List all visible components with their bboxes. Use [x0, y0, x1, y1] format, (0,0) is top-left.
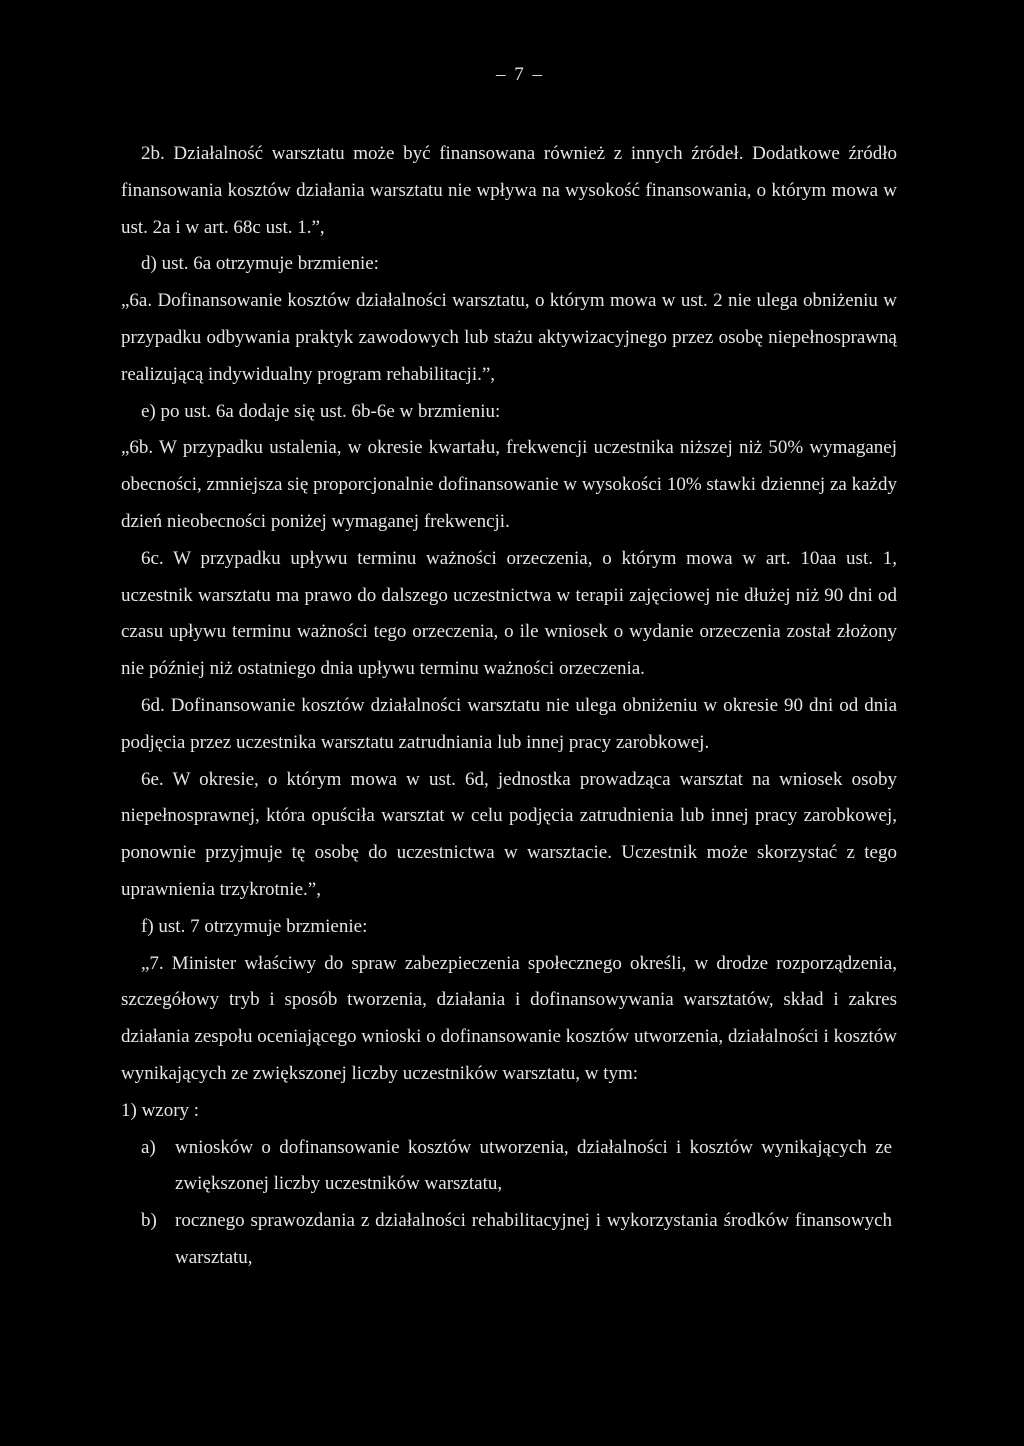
sublist-item-a — [121, 1130, 897, 1204]
sublist-marker: a) — [141, 1136, 156, 1158]
sublist-marker: b) — [141, 1210, 157, 1232]
amendment-d-intro: d) ust. 6a otrzymuje brzmienie: — [141, 253, 379, 275]
paragraph-6c: 6c. W przypadku upływu terminu ważności orzeczenia, o którym mowa w art. 10aa ust. 1, uczestnik warsztatu ma prawo do dalszego uczestnictwa w terapii zajęciowej nie dłużej niż 90 dni od czasu upływu terminu ważności tego orzeczenia, o ile wniosek o wydanie orzeczenia został złożony nie później niż ostatniego dnia upływu terminu ważności orzeczenia. — [121, 547, 897, 680]
document-body — [121, 136, 897, 1277]
paragraph-6e: 6e. W okresie, o którym mowa w ust. 6d, jednostka prowadząca warsztat na wniosek osoby niepełnosprawnej, która opuściła warsztat w celu podjęcia zatrudnienia lub innej pracy zarobkowej, ponownie przyjmuje tę osobę do uczestnictwa w warsztacie. Uczestnik może skorzystać z tego uprawnienia trzykrotnie.”, — [121, 768, 897, 900]
paragraph-6d: 6d. Dofinansowanie kosztów działalności warsztatu nie ulega obniżeniu w okresie 90 dni od dnia podjęcia przez uczestnika warsztatu zatrudniania lub innej pracy zarobkowej. — [121, 694, 897, 753]
paragraph-6a: „6a. Dofinansowanie kosztów działalności warsztatu, o którym mowa w ust. 2 nie ulega obniżeniu w przypadku odbywania praktyk zawodowych lub stażu aktywizacyjnego przez osobę niepełnosprawną realizującą indywidualny program rehabilitacji.”, — [121, 290, 897, 385]
page-number: – 7 – — [496, 64, 544, 85]
sublist-text: wniosków o dofinansowanie kosztów utworzenia, działalności i kosztów wynikających ze zwiększonej liczby uczestników warsztatu, — [175, 1136, 892, 1195]
sublist-text: rocznego sprawozdania z działalności rehabilitacyjnej i wykorzystania środków finansowych warsztatu, — [175, 1210, 892, 1268]
paragraph-7: „7. Minister właściwy do spraw zabezpieczenia społecznego określi, w drodze rozporządzenia, szczegółowy tryb i sposób tworzenia, działania i dofinansowywania warsztatów, skład i zakres działania zespołu oceniającego wnioski o dofinansowanie kosztów utworzenia, działalności i kosztów wynikających ze zwiększonej liczby uczestników warsztatu, w tym: — [121, 952, 897, 1084]
amendment-e-intro: e) po ust. 6a dodaje się ust. 6b-6e w brzmieniu: — [141, 400, 501, 422]
paragraph-6b: „6b. W przypadku ustalenia, w okresie kwartału, frekwencji uczestnika niższej niż 50% wymaganej obecności, zmniejsza się proporcjonalnie dofinansowanie w wysokości 10% stawki dziennej za każdy dzień nieobecności poniżej wymaganej frekwencji. — [121, 437, 897, 532]
sublist-item-b — [121, 1203, 897, 1277]
amendment-f-intro: f) ust. 7 otrzymuje brzmienie: — [141, 915, 368, 937]
list-item-1: 1) wzory : — [121, 1099, 200, 1121]
paragraph-2b: 2b. Działalność warsztatu może być finansowana również z innych źródeł. Dodatkowe źródło finansowania kosztów działania warsztatu nie wpływa na wysokość finansowania, o którym mowa w ust. 2a i w art. 68c ust. 1.”, — [121, 143, 897, 238]
